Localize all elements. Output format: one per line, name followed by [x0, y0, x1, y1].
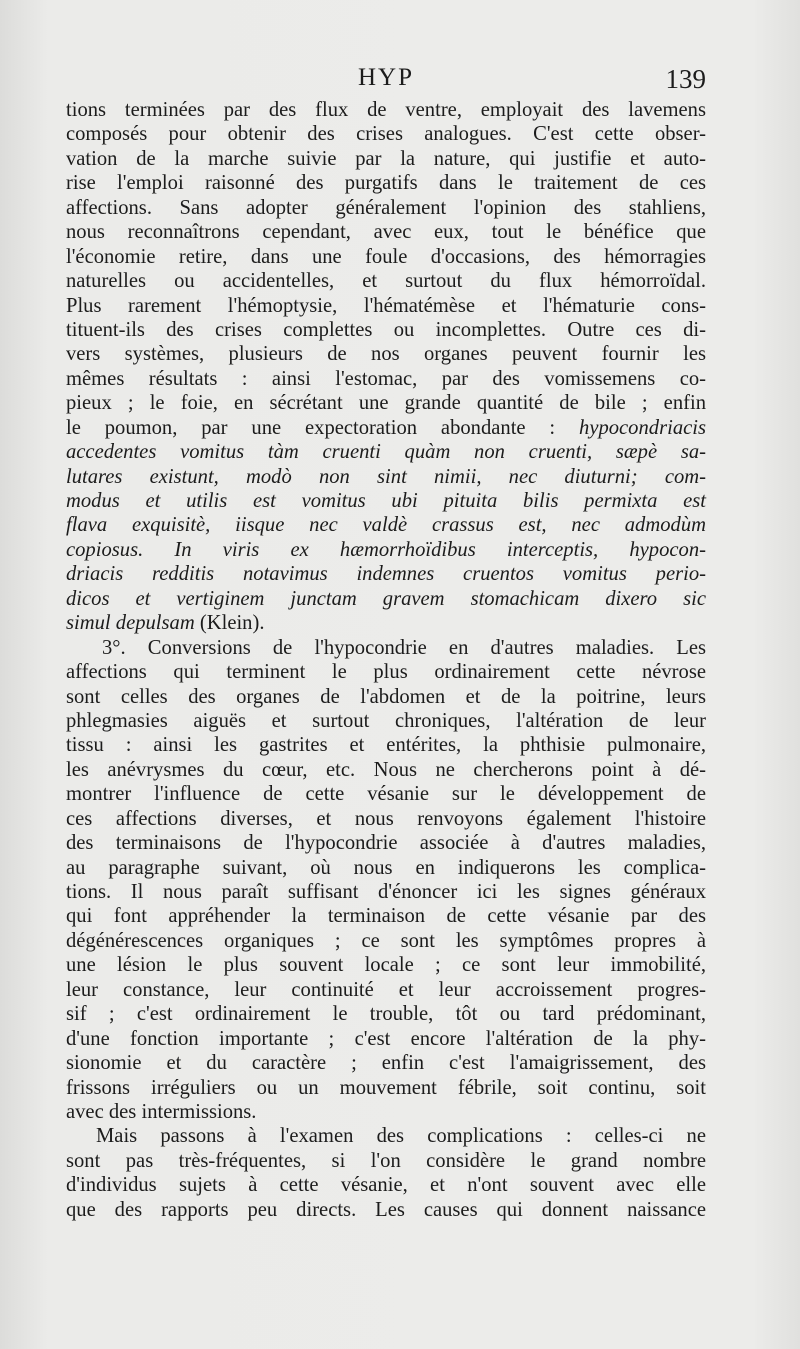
text-roman: sionomie et du caractère ; enfin c'est l'amaigrissement, des [66, 1052, 706, 1075]
text-line [66, 1002, 706, 1026]
text-line [66, 1027, 706, 1051]
text-roman: les anévrysmes du cœur, etc. Nous ne chercherons point à dé- [66, 758, 706, 781]
text-line [66, 391, 706, 415]
body-text [66, 98, 706, 1222]
text-roman: le poumon, par une expectoration abondante : [66, 416, 580, 439]
text-line [66, 122, 706, 146]
text-line [66, 1173, 706, 1197]
text-line [66, 245, 706, 269]
text-roman: sont celles des organes de l'abdomen et de la poitrine, leurs [66, 685, 706, 708]
text-roman: qui font appréhender la terminaison de cette vésanie par des [66, 905, 706, 928]
text-roman: leur constance, leur continuité et leur accroissement progres- [66, 978, 706, 1001]
text-roman: tions terminées par des flux de ventre, employait des lavemens [66, 99, 706, 121]
text-line [66, 294, 706, 318]
running-head: HYP [357, 64, 414, 91]
text-roman: (Klein). [194, 612, 265, 635]
page-header [66, 64, 706, 98]
text-line [66, 611, 706, 635]
text-line [66, 636, 706, 660]
text-roman: d'individus sujets à cette vésanie, et n'ont souvent avec elle [66, 1174, 706, 1197]
text-roman: ces affections diverses, et nous renvoyons également l'histoire [66, 807, 706, 830]
text-line [66, 269, 706, 293]
text-line [66, 220, 706, 244]
text-line [66, 1100, 706, 1124]
text-line [66, 978, 706, 1002]
text-italic: accedentes vomitus tàm cruenti quàm non cruenti, sæpè sa- [66, 441, 706, 464]
text-line [66, 196, 706, 220]
text-line [66, 758, 706, 782]
text-roman: affections. Sans adopter généralement l'opinion des stahliens, [66, 196, 706, 219]
text-roman: d'une fonction importante ; c'est encore l'altération de la phy- [66, 1027, 706, 1050]
text-line [66, 880, 706, 904]
text-line [66, 171, 706, 195]
text-roman: sont pas très-fréquentes, si l'on considère le grand nombre [66, 1149, 706, 1172]
text-roman: sif ; c'est ordinairement le trouble, tôt ou tard prédominant, [66, 1003, 706, 1026]
text-line [66, 1149, 706, 1173]
text-line [66, 538, 706, 562]
text-line [66, 685, 706, 709]
text-line [66, 416, 706, 440]
text-roman: avec des intermissions. [66, 1100, 257, 1123]
text-roman: vation de la marche suivie par la nature, qui justifie et auto- [66, 147, 706, 170]
text-italic: flava exquisitè, iisque nec valdè crassus est, nec admodùm [66, 514, 706, 537]
text-line [66, 367, 706, 391]
text-italic: simul depulsam [66, 612, 195, 635]
text-roman: montrer l'influence de cette vésanie sur le développement de [66, 783, 706, 806]
text-line [66, 953, 706, 977]
text-roman: l'économie retire, dans une foule d'occasions, des hémorragies [66, 245, 706, 268]
text-line [66, 440, 706, 464]
text-line [66, 342, 706, 366]
text-line [66, 147, 706, 171]
text-line [66, 489, 706, 513]
text-roman: phlegmasies aiguës et surtout chroniques, l'altération de leur [66, 709, 706, 732]
text-line [66, 782, 706, 806]
text-roman: Plus rarement l'hémoptysie, l'hématémèse et l'hématurie cons- [66, 294, 706, 317]
text-roman: mêmes résultats : ainsi l'estomac, par des vomissemens co- [66, 367, 706, 390]
text-roman: naturelles ou accidentelles, et surtout du flux hémorroïdal. [66, 270, 706, 293]
text-italic: hypocondriacis [579, 416, 706, 439]
text-italic: modus et utilis est vomitus ubi pituita bilis permixta est [66, 490, 706, 512]
text-line [66, 831, 706, 855]
text-roman: tissu : ainsi les gastrites et entérites, la phthisie pulmonaire, [66, 734, 706, 757]
text-roman: pieux ; le foie, en sécrétant une grande quantité de bile ; enfin [66, 392, 706, 415]
text-line [66, 929, 706, 953]
text-line [66, 807, 706, 831]
text-italic: driacis redditis notavimus indemnes cruentos vomitus perio- [66, 563, 706, 586]
text-roman: composés pour obtenir des crises analogues. C'est cette obser- [66, 123, 706, 146]
text-roman: tions. Il nous paraît suffisant d'énoncer ici les signes généraux [66, 881, 706, 903]
text-line [66, 1076, 706, 1100]
text-roman: vers systèmes, plusieurs de nos organes peuvent fournir les [66, 343, 706, 366]
text-line [66, 98, 706, 122]
page-number: 139 [665, 64, 706, 94]
text-roman: tituent-ils des crises complettes ou incomplettes. Outre ces di- [66, 318, 706, 341]
text-roman: dégénérescences organiques ; ce sont les symptômes propres à [66, 929, 706, 952]
text-roman: nous reconnaîtrons cependant, avec eux, tout le bénéfice que [66, 221, 706, 244]
text-line [66, 856, 706, 880]
text-roman: au paragraphe suivant, où nous en indiquerons les complica- [66, 856, 706, 879]
text-line [66, 1124, 706, 1148]
text-line [66, 513, 706, 537]
text-roman: affections qui terminent le plus ordinairement cette névrose [66, 661, 706, 684]
text-line [66, 1051, 706, 1075]
text-line [66, 1198, 706, 1222]
text-roman: que des rapports peu directs. Les causes qui donnent naissance [66, 1198, 706, 1221]
text-roman: Mais passons à l'examen des complications : celles-ci ne [96, 1125, 706, 1148]
text-line [66, 465, 706, 489]
text-line [66, 709, 706, 733]
text-italic: copiosus. In viris ex hæmorrhoïdibus interceptis, hypocon- [66, 538, 706, 561]
text-roman: des terminaisons de l'hypocondrie associée à d'autres maladies, [66, 832, 706, 855]
text-roman: une lésion le plus souvent locale ; ce sont leur immobilité, [66, 954, 706, 977]
text-line [66, 562, 706, 586]
text-italic: dicos et vertiginem junctam gravem stomachicam dixero sic [66, 587, 706, 610]
text-roman: rise l'emploi raisonné des purgatifs dans le traitement de ces [66, 172, 706, 195]
text-roman: frissons irréguliers ou un mouvement fébrile, soit continu, soit [66, 1076, 706, 1099]
text-italic: lutares existunt, modò non sint nimii, nec diuturni; com- [66, 465, 706, 488]
text-line [66, 904, 706, 928]
text-roman: 3°. Conversions de l'hypocondrie en d'autres maladies. Les [102, 636, 706, 659]
text-line [66, 318, 706, 342]
text-line [66, 733, 706, 757]
text-line [66, 587, 706, 611]
text-line [66, 660, 706, 684]
